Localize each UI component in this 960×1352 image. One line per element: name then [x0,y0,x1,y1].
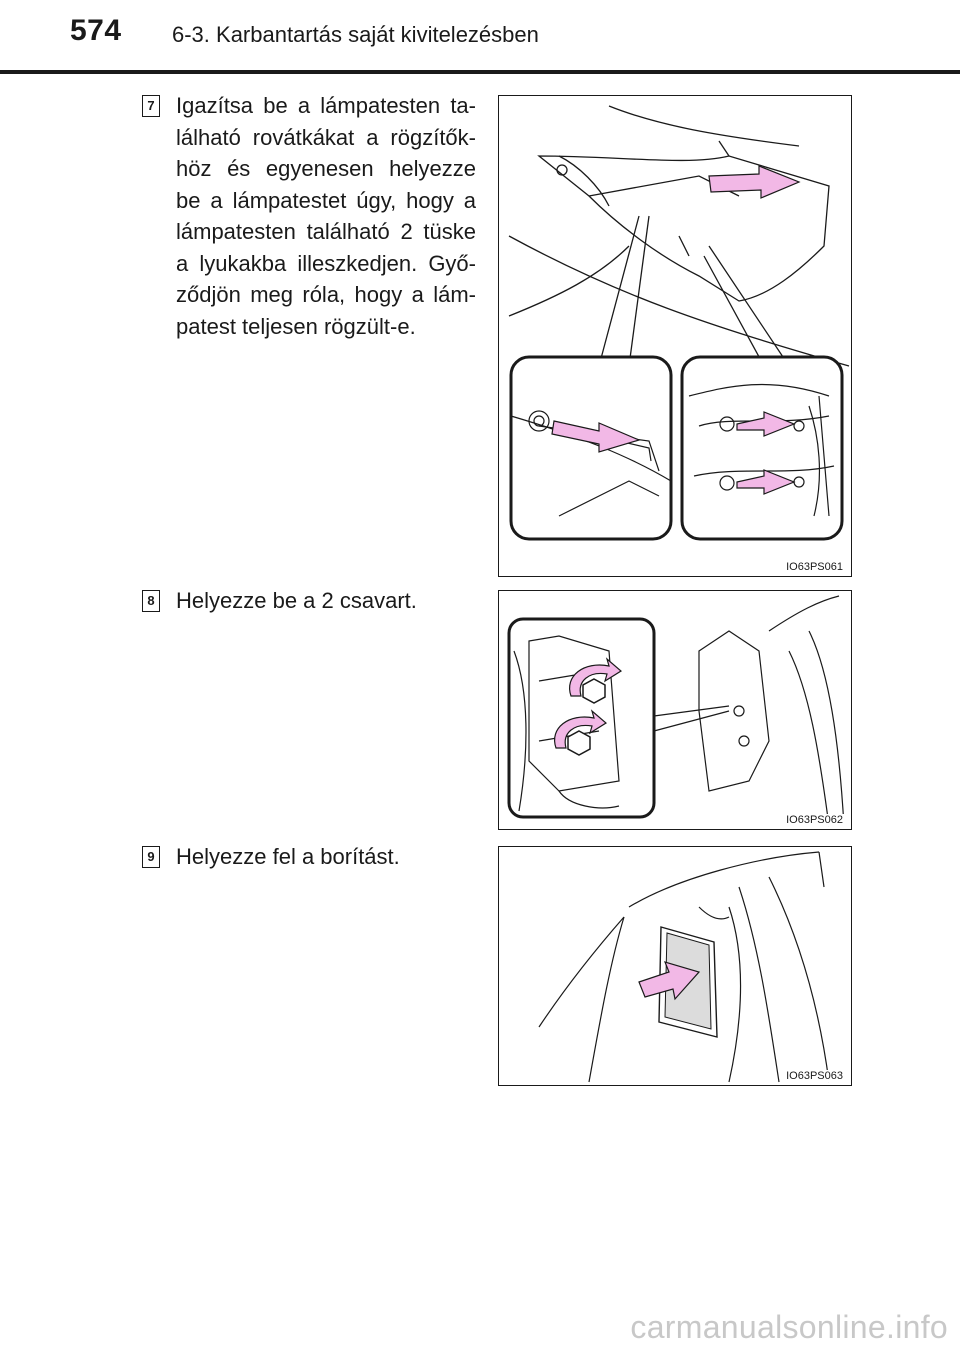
header-rule [0,70,960,74]
figure-step-8 [498,590,852,830]
step-text-8: Helyezze be a 2 csavart. [176,588,417,613]
step-number-7: 7 [142,95,160,117]
figure-code-7: IO63PS061 [786,561,843,573]
bolt-installation-illustration [499,591,852,830]
page-number: 574 [70,14,122,47]
page-header [0,0,960,80]
figure-step-7 [498,95,852,577]
figure-code-8: IO63PS062 [786,814,843,826]
step-number-8: 8 [142,590,160,612]
figure-step-9 [498,846,852,1086]
figure-code-9: IO63PS063 [786,1070,843,1082]
step-text-9: Helyezze fel a borítást. [176,844,400,869]
lamp-alignment-illustration [499,96,852,577]
step-number-9: 9 [142,846,160,868]
watermark: carmanualsonline.info [630,1309,948,1345]
section-title: 6-3. Karbantartás saját kivitelezésben [172,22,539,47]
step-text-7: Igazítsa be a lámpatesten ta-lálható rovátkákat a rögzítők-höz és egyenesen helyezze be a lámpatestet úgy, hogy a lámpatesten található 2 tüske a lyukakba illeszkedjen. Győ-ződjön meg róla, hogy a lám-patest teljesen rögzült-e. [176,93,476,339]
cover-installation-illustration [499,847,852,1086]
